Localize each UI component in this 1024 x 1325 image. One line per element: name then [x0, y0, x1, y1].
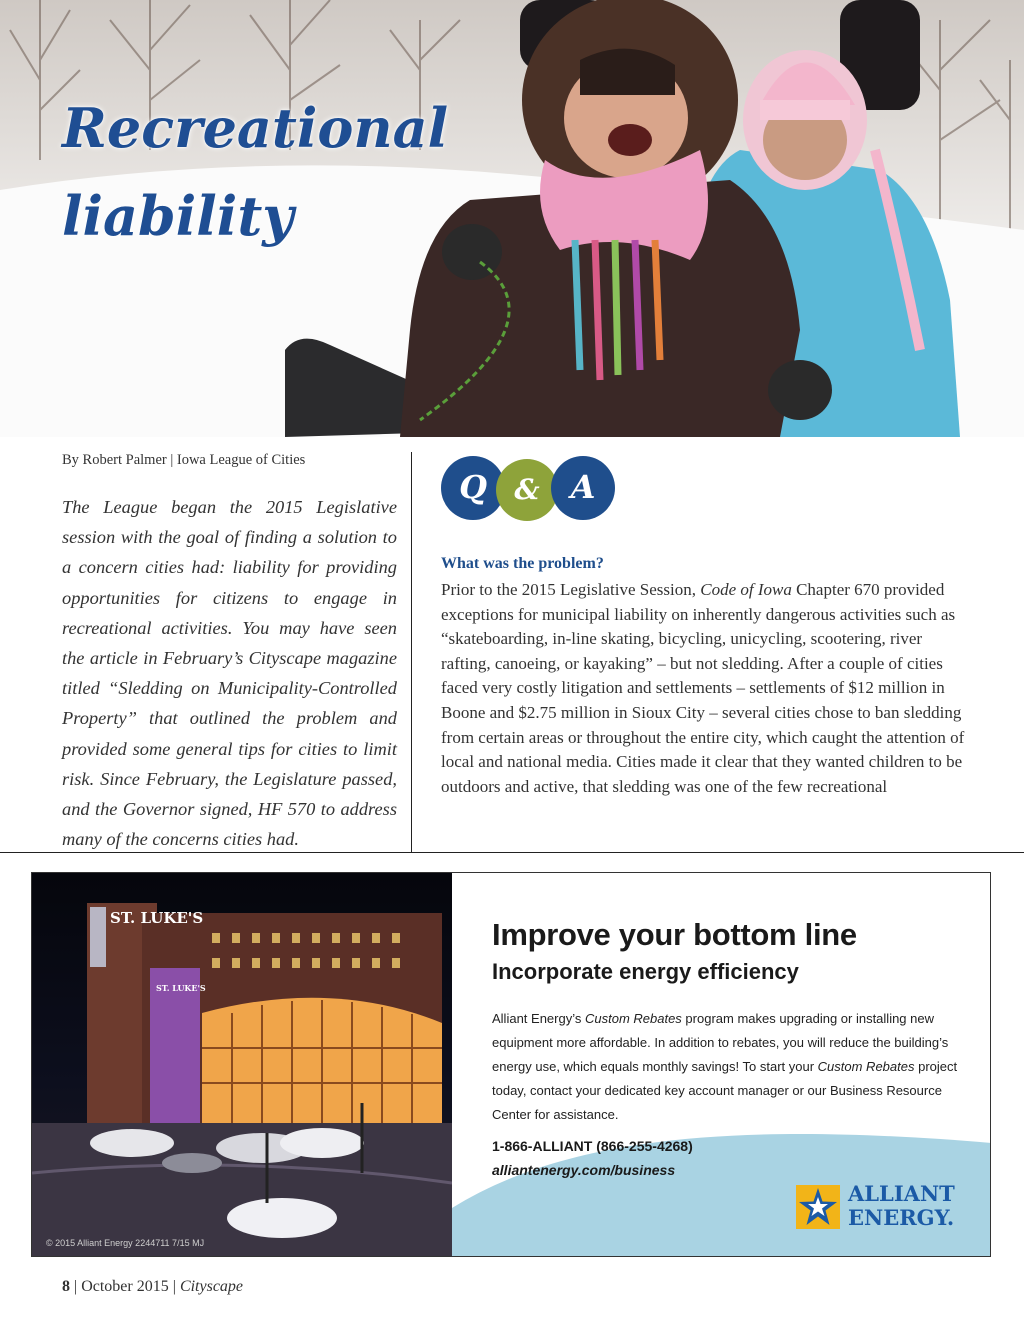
ad-website-link[interactable]: alliantenergy.com/business — [492, 1162, 676, 1178]
custom-rebates-label-2: Custom Rebates — [817, 1059, 915, 1074]
alliant-star-icon — [796, 1185, 840, 1229]
ad-body-part-1: Alliant Energy’s — [492, 1011, 585, 1026]
ad-headline: Improve your bottom line — [492, 917, 857, 952]
alliant-energy-logo — [796, 1181, 971, 1241]
question-heading: What was the problem? — [441, 555, 604, 572]
title-line-1: Recreational — [62, 96, 449, 160]
answer-text-rest: Chapter 670 provided exceptions for municipal liability on inherently dangerous activities such as “skateboarding, in-line skating, bicycling, unicycling, scootering, river rafting, canoeing, or kayaking” – but not sledding. After a couple of cities faced very costly litigation and settlements – settlements of $12 million in Boone and $2.75 million in Sioux City – several cities chose to ban sledding from certain areas or throughout the entire city, which caught the attention of local and national media. Cities made it clear that they wanted children to be outdoors and active, that sledding was one of the few recreational — [441, 580, 965, 796]
footer-separator-1: | — [70, 1278, 82, 1295]
logo-line-1: ALLIANT — [848, 1181, 955, 1206]
title-line-2: liability — [62, 184, 294, 248]
hospital-night-photo — [32, 873, 452, 1256]
byline: By Robert Palmer | Iowa League of Cities — [62, 452, 306, 468]
article-title — [62, 84, 448, 260]
footer-separator-2: | — [168, 1278, 180, 1295]
qa-badge-ampersand: & — [496, 459, 558, 521]
code-of-iowa: Code of Iowa — [700, 580, 792, 599]
ad-body-part-3: project today, contact your dedicated key account manager or our Business Resource Center for assistance. — [492, 1059, 958, 1122]
ad-phone-number[interactable]: 1-866-ALLIANT (866-255-4268) — [492, 1138, 693, 1154]
building-sign: ST. LUKE'S — [110, 909, 204, 927]
qa-badge — [441, 456, 621, 526]
hero-photo — [0, 0, 1024, 437]
building-sign-small: ST. LUKE'S — [156, 983, 206, 993]
ad-body-text — [492, 1007, 960, 1127]
section-divider — [0, 852, 1024, 853]
hospital-building-illustration — [32, 873, 452, 1256]
photo-credit: © 2015 Alliant Energy 2244711 7/15 MJ — [46, 1238, 205, 1248]
answer-text-start: Prior to the 2015 Legislative Session, — [441, 580, 701, 599]
advertisement[interactable] — [31, 872, 991, 1257]
logo-line-2: ENERGY. — [848, 1205, 955, 1230]
logo-wordmark — [848, 1182, 955, 1230]
column-divider — [411, 452, 412, 853]
custom-rebates-label: Custom Rebates — [584, 1011, 682, 1026]
page-footer — [62, 1278, 243, 1296]
qa-badge-q: Q — [441, 456, 505, 520]
qa-badge-a: A — [551, 456, 615, 520]
answer-paragraph — [441, 578, 966, 799]
ad-body-part-2: program makes upgrading or installing new equipment more affordable. In addition to rebates, you will reduce the building’s energy use, which equals monthly savings! To start your — [492, 1011, 949, 1074]
issue-date: October 2015 — [81, 1278, 169, 1295]
intro-paragraph: The League began the 2015 Legislative session with the goal of finding a solution to a concern cities had: liability for providing opportunities for citizens to engage in recreational activities. You may have seen the article in February’s Cityscape magazine titled “Sledding on Municipality-Controlled Property” that outlined the problem and provided some general tips for cities to limit risk. Since February, the Legislature passed, and the Governor signed, HF 570 to address many of the concerns cities had. — [62, 497, 397, 850]
page-number: 8 — [62, 1278, 70, 1295]
ad-subheadline: Incorporate energy efficiency — [492, 959, 799, 984]
publication-name: Cityscape — [179, 1278, 244, 1295]
